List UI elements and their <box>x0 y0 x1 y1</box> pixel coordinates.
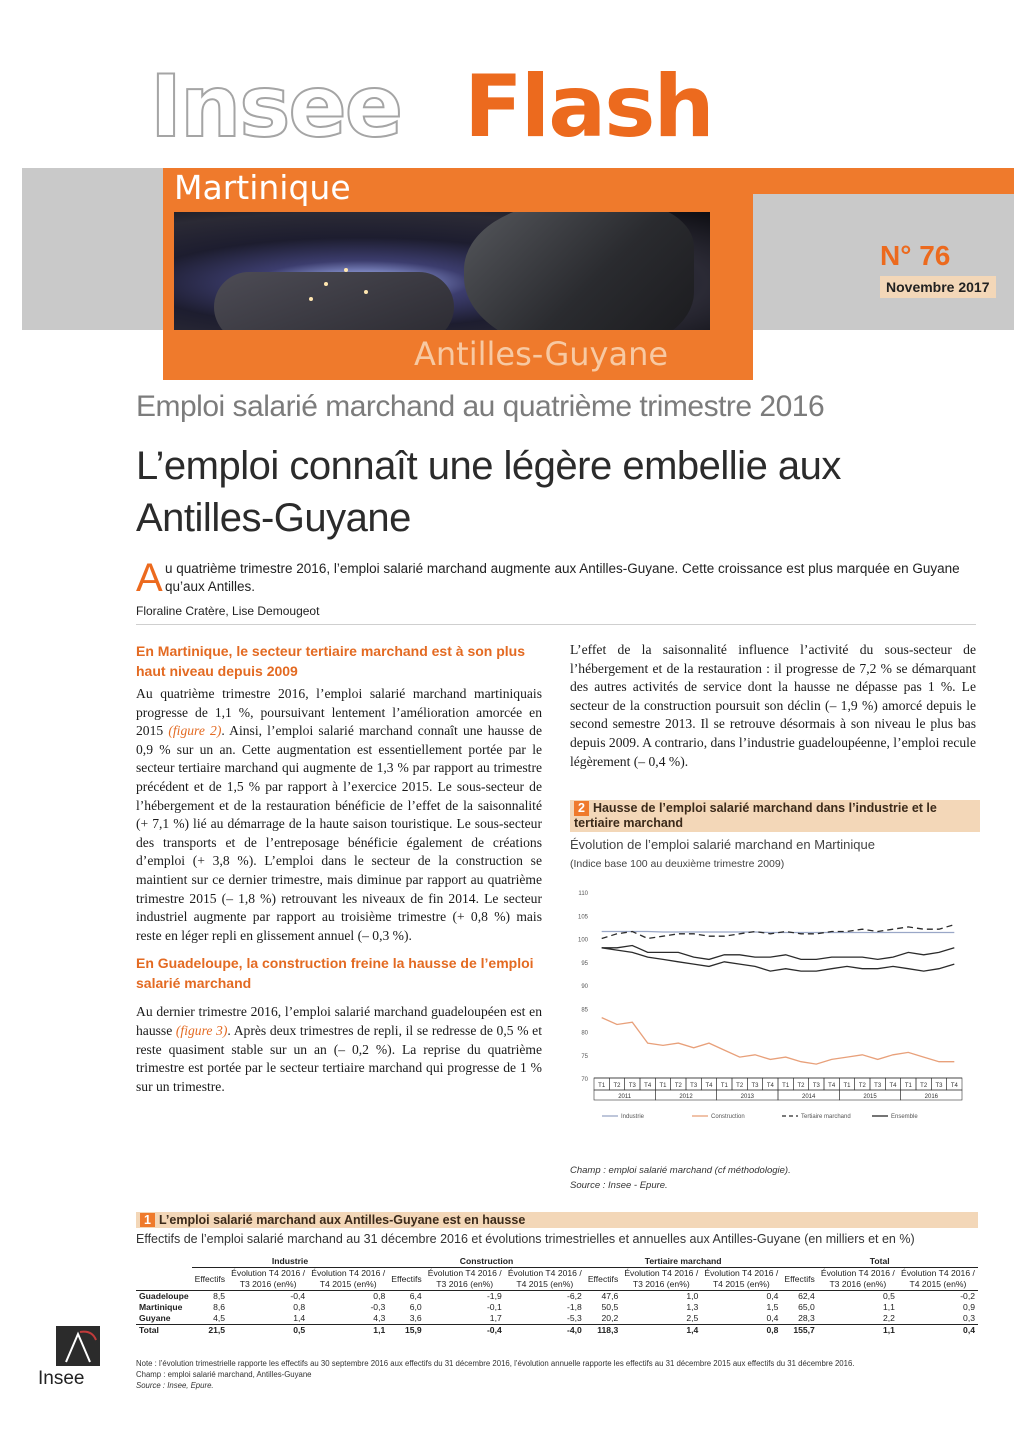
table-cell: -0,4 <box>425 1325 505 1337</box>
insee-logo-text: Insee <box>38 1368 85 1389</box>
x-tick-label: T4 <box>950 1083 958 1089</box>
y-tick-label: 90 <box>581 984 588 990</box>
table-cell: 0,8 <box>293 1302 306 1312</box>
series-line <box>602 1018 955 1065</box>
x-tick-label: T2 <box>674 1083 682 1089</box>
x-tick-label: T3 <box>690 1083 698 1089</box>
table-note-text: Note : l’évolution trimestrielle rapporte les effectifs au 30 septembre 2016 aux effectifs du 31 décembre 2016, l’évolution annuelle rapporte les effectifs au 31 décembre 2015 aux effectifs du 31 décembre 2016. <box>136 1359 855 1368</box>
y-tick-label: 100 <box>577 937 588 944</box>
table-row <box>136 1291 978 1303</box>
table-cell: 0,4 <box>766 1313 779 1323</box>
y-tick-label: 110 <box>578 891 588 897</box>
paragraph: L’effet de la saisonnalité influence l’activité du sous-secteur de l’hébergement et de la restauration : il progresse de 7,2 % se démarquant des autres activités de service dont la hausse ne dépasse pas 1 %. Le secteur de la construction poursuit son déclin (– 1,9 %) amorcé depuis le second semestre 2013. Il se retrouve désormais à son niveau le plus bas depuis 2009. A contrario, dans l’industrie guadeloupéenne, l’emploi recule légèrement (– 0,4 %). <box>570 642 976 769</box>
paragraph-text: Au quatrième trimestre 2016, l’emploi salarié marchand martiniquais progresse de 1,1 %, poursuivant lentement l’amélioration amorcée en 2015 <box>136 686 542 739</box>
table-cell: 1,4 <box>621 1325 701 1337</box>
table-cell: 1,4 <box>293 1313 306 1323</box>
article-kicker: Emploi salarié marchand au quatrième trimestre 2016 <box>136 390 825 423</box>
table-cell: 15,9 <box>388 1325 424 1337</box>
cover-photo <box>174 212 710 330</box>
figure-source-text: Source : Insee - Epure. <box>570 1180 668 1191</box>
row-label: Total <box>136 1325 192 1337</box>
row-label: Martinique <box>139 1302 183 1312</box>
table-cell: -1,9 <box>486 1291 502 1301</box>
figure-reference-link[interactable]: (figure 2) <box>168 723 222 739</box>
figure-number: 2 <box>574 801 589 816</box>
table-cell: -5,3 <box>567 1313 582 1323</box>
insee-logo-mark <box>56 1326 100 1366</box>
column-header: Évolution T4 2016 / T4 2015 (en%) <box>505 1268 585 1291</box>
lead-initial: A <box>136 556 163 600</box>
column-header: Évolution T4 2016 / T3 2016 (en%) <box>425 1268 505 1291</box>
figure-reference-link[interactable]: (figure 3) <box>175 1022 228 1038</box>
spark <box>324 282 328 286</box>
x-tick-label: T3 <box>751 1083 759 1089</box>
figure-note: (Indice base 100 au deuxième trimestre 2009) <box>570 858 785 870</box>
table-cell: 8,5 <box>213 1291 226 1301</box>
group-header: Tertiaire marchand <box>585 1256 782 1268</box>
year-label: 2016 <box>924 1094 939 1100</box>
table-header-row <box>136 1268 978 1291</box>
series-line <box>602 946 955 960</box>
welding-mask-shape <box>464 212 694 330</box>
x-tick-label: T2 <box>736 1083 744 1089</box>
group-header: Construction <box>388 1256 585 1268</box>
table-cell: -0,3 <box>370 1302 386 1312</box>
masthead-orange-strip <box>753 168 1014 194</box>
table-cell: -1,8 <box>567 1302 582 1312</box>
table-cell: 1,0 <box>686 1291 699 1301</box>
column-right <box>570 641 976 779</box>
column-header: Évolution T4 2016 / T3 2016 (en%) <box>818 1268 898 1291</box>
table-total-row <box>136 1325 978 1337</box>
legend-label: Industrie <box>621 1114 645 1120</box>
series-line <box>602 932 955 933</box>
y-tick-label: 95 <box>581 960 588 967</box>
table-cell: 20,2 <box>601 1313 619 1323</box>
table-cell: 0,4 <box>898 1325 978 1337</box>
figure-subtitle: Évolution de l’emploi salarié marchand en Martinique <box>570 837 875 852</box>
insee-logo <box>38 1326 86 1394</box>
table-cell: 6,0 <box>409 1302 422 1312</box>
figure-champ <box>570 1163 791 1193</box>
table-cell: -4,0 <box>505 1325 585 1337</box>
year-label: 2011 <box>618 1094 632 1100</box>
x-tick-label: T4 <box>644 1083 652 1089</box>
table-cell: 2,5 <box>686 1313 699 1323</box>
paragraph <box>136 685 542 945</box>
table-cell: 28,3 <box>798 1313 815 1323</box>
region-label: Martinique <box>174 168 351 207</box>
paragraph <box>136 1003 542 1096</box>
employment-chart-svg <box>566 880 978 1130</box>
table-notes <box>136 1358 978 1391</box>
x-tick-label: T3 <box>935 1083 943 1089</box>
issue-date: Novembre 2017 <box>880 276 996 298</box>
series-line <box>602 948 955 971</box>
column-header: Évolution T4 2016 / T3 2016 (en%) <box>228 1268 308 1291</box>
x-tick-label: T1 <box>782 1083 790 1089</box>
table-cell: 3,6 <box>409 1313 422 1323</box>
column-header: Effectifs <box>585 1268 621 1291</box>
table-cell: 118,3 <box>585 1325 621 1337</box>
legend-label: Ensemble <box>891 1114 918 1120</box>
year-label: 2012 <box>679 1094 693 1100</box>
table-cell: 65,0 <box>798 1302 815 1312</box>
spark <box>364 290 368 294</box>
article-authors: Floraline Cratère, Lise Demougeot <box>136 604 320 618</box>
x-tick-label: T4 <box>705 1083 713 1089</box>
table-row <box>136 1313 978 1325</box>
column-header: Évolution T4 2016 / T4 2015 (en%) <box>308 1268 388 1291</box>
column-header: Effectifs <box>192 1268 228 1291</box>
year-label: 2014 <box>801 1094 816 1100</box>
legend-label: Tertiaire marchand <box>801 1114 851 1120</box>
table-cell: 21,5 <box>192 1325 228 1337</box>
issue-box <box>880 242 996 298</box>
table-cell: 1,5 <box>766 1302 779 1312</box>
column-header: Évolution T4 2016 / T3 2016 (en%) <box>621 1268 701 1291</box>
table-cell: 8,6 <box>213 1302 226 1312</box>
group-header: Total <box>781 1256 978 1268</box>
brand-insee: Insee <box>150 57 402 157</box>
legend-label: Construction <box>711 1114 745 1120</box>
spark <box>344 268 348 272</box>
table-corner <box>136 1256 192 1268</box>
x-tick-label: T2 <box>858 1083 866 1089</box>
table-cell: 1,1 <box>882 1302 895 1312</box>
table-title-text: L’emploi salarié marchand aux Antilles-Guyane est en hausse <box>158 1213 526 1227</box>
x-tick-label: T2 <box>920 1083 928 1089</box>
row-label: Guadeloupe <box>139 1291 189 1301</box>
table-cell: 1,7 <box>489 1313 502 1323</box>
y-tick-label: 75 <box>581 1053 588 1060</box>
table-number: 1 <box>140 1213 155 1227</box>
x-tick-label: T4 <box>828 1083 836 1089</box>
column-left <box>136 641 542 1104</box>
table-row <box>136 1302 978 1313</box>
spark <box>309 297 313 301</box>
y-tick-label: 70 <box>581 1077 588 1083</box>
table-cell: 1,1 <box>818 1325 898 1337</box>
column-header: Évolution T4 2016 / T4 2015 (en%) <box>898 1268 978 1291</box>
table-title <box>136 1212 978 1228</box>
brand-flash: Flash <box>464 57 713 157</box>
figure-title <box>570 800 980 832</box>
table-cell: 50,5 <box>601 1302 619 1312</box>
x-tick-label: T4 <box>766 1083 774 1089</box>
group-header: Industrie <box>192 1256 389 1268</box>
column-header: Évolution T4 2016 / T4 2015 (en%) <box>701 1268 781 1291</box>
table-source-text: Source : Insee, Epure. <box>136 1381 214 1390</box>
employment-chart <box>566 880 978 1130</box>
paragraph-text: Au dernier trimestre 2016, l’emploi salarié marchand guadeloupéen est en hausse <box>136 1004 542 1038</box>
table-cell: 1,3 <box>686 1302 699 1312</box>
insee-logo-graphic <box>56 1326 100 1366</box>
table-cell: 0,9 <box>963 1302 975 1312</box>
x-tick-label: T1 <box>904 1083 912 1089</box>
issue-number: N° 76 <box>880 240 951 271</box>
table-cell: 2,2 <box>882 1313 895 1323</box>
column-header: Effectifs <box>781 1268 817 1291</box>
employment-table <box>136 1256 978 1336</box>
table-subtitle: Effectifs de l’emploi salarié marchand au 31 décembre 2016 et évolutions trimestrielles et annuelles aux Antilles-Guyane (en milliers et en %) <box>136 1232 915 1246</box>
x-tick-label: T1 <box>720 1083 728 1089</box>
x-tick-label: T3 <box>628 1083 636 1089</box>
y-tick-label: 105 <box>577 914 588 921</box>
subregion-label: Antilles-Guyane <box>414 335 669 373</box>
table-cell: 0,8 <box>701 1325 781 1337</box>
x-tick-label: T4 <box>889 1083 897 1089</box>
table-cell: 1,1 <box>308 1325 388 1337</box>
paragraph-text: . Ainsi, l’emploi salarié marchand connaît une hausse de 0,9 % sur un an. Cette augmentation est essentiellement portée par le secteur tertiaire marchand qui augmente de 1,3 % par rapport au trimestre précédent et de 1,5 % par rapport à l’exercice 2015. Le sous-secteur de l’hébergement et de la restauration bénéficie de l’effet de la saisonnalité (+ 7,1 %) lié au démarrage de la haute saison touristique. Le sous-secteur des transports et de l’entreposage bénéficie également de créations d’emploi (+ 3,8 %). L’emploi dans le secteur de la construction se maintient sur ce dernier trimestre, mais diminue par rapport au quatrième trimestre 2015 (– 1,8 %) retrouvant les niveaux de fin 2014. Le secteur industriel augmente par rapport au troisième trimestre (+ 0,8 %) mais reste en léger repli en glissement annuel (– 0,3 %). <box>136 723 542 943</box>
y-tick-label: 80 <box>581 1030 588 1037</box>
table-champ-text: Champ : emploi salarié marchand, Antilles-Guyane <box>136 1370 312 1379</box>
column-header: Effectifs <box>388 1268 424 1291</box>
table-cell: 0,4 <box>766 1291 779 1301</box>
table-cell: 62,4 <box>798 1291 815 1301</box>
table-corner <box>136 1268 192 1291</box>
table-cell: 47,6 <box>601 1291 619 1301</box>
x-tick-label: T2 <box>613 1083 621 1089</box>
paragraph-text: . Après deux trimestres de repli, il se redresse de 0,5 % et reste quasiment stable sur un an (– 0,2 %). La reprise du quatrième trimestre est portée par le secteur tertiaire marchand qui progresse de 1 % sur un trimestre. <box>136 1022 542 1094</box>
article-headline: L’emploi connaît une légère embellie aux Antilles-Guyane <box>136 444 841 540</box>
figure-champ-text: Champ : emploi salarié marchand (cf méthodologie). <box>570 1165 791 1176</box>
section-heading: En Martinique, le secteur tertiaire marchand est à son plus haut niveau depuis 2009 <box>136 643 526 679</box>
table-cell: 155,7 <box>781 1325 817 1337</box>
table-cell: 4,5 <box>213 1313 226 1323</box>
figure-title-text: Hausse de l’emploi salarié marchand dans l’industrie et le tertiaire marchand <box>574 801 937 830</box>
year-label: 2013 <box>740 1094 755 1100</box>
divider <box>136 624 976 625</box>
section-heading: En Guadeloupe, la construction freine la hausse de l’emploi salarié marchand <box>136 955 534 992</box>
welder-arm-shape <box>214 272 454 330</box>
table-cell: 0,5 <box>228 1325 308 1337</box>
x-tick-label: T1 <box>843 1083 851 1089</box>
x-tick-label: T2 <box>797 1083 805 1089</box>
table-group-row <box>136 1256 978 1268</box>
table-body <box>136 1291 978 1337</box>
x-tick-label: T3 <box>874 1083 882 1089</box>
table-cell: 6,4 <box>409 1291 422 1301</box>
table-cell: -0,1 <box>486 1302 502 1312</box>
y-tick-label: 85 <box>581 1007 588 1014</box>
table-cell: 0,3 <box>963 1313 975 1323</box>
x-tick-label: T1 <box>659 1083 667 1089</box>
table-cell: 0,8 <box>373 1291 386 1301</box>
row-label: Guyane <box>139 1313 171 1323</box>
year-label: 2015 <box>863 1094 877 1100</box>
table-cell: -6,2 <box>567 1291 582 1301</box>
table-cell: -0,4 <box>290 1291 306 1301</box>
table-cell: 0,5 <box>882 1291 895 1301</box>
x-tick-label: T1 <box>598 1083 606 1089</box>
table-cell: 4,3 <box>373 1313 386 1323</box>
article-lead: u quatrième trimestre 2016, l’emploi salarié marchand augmente aux Antilles-Guyane. Cette croissance est plus marquée en Guyane qu’aux Antilles. <box>165 561 960 595</box>
table-cell: -0,2 <box>960 1291 975 1301</box>
x-tick-label: T3 <box>812 1083 820 1089</box>
